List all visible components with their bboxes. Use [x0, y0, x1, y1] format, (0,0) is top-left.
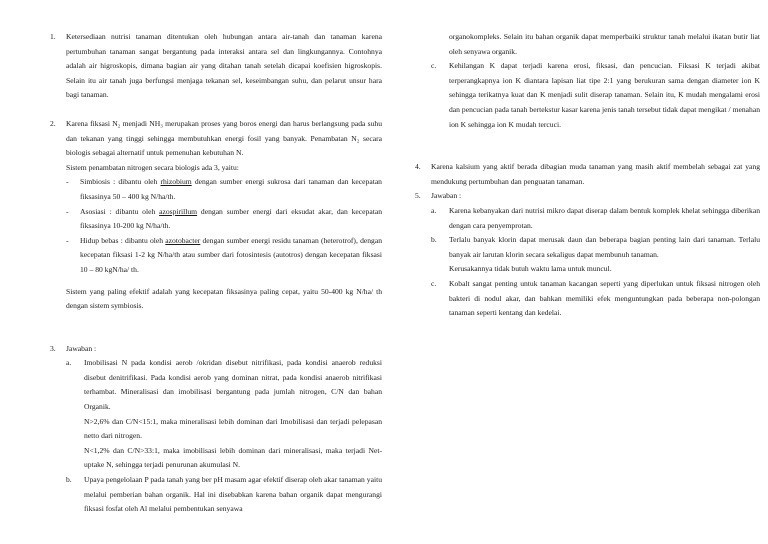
sub-letter: b. — [431, 235, 437, 245]
sub-answer-b-line-1: Terlalu banyak klorin dapat merusak daun dan beberapa bagian penting lain dari tanaman. Terlalu banyak air larutan klorin secara sekaligus dapat membunuh tanaman. — [449, 235, 760, 259]
dash-item-simbiosis — [66, 175, 382, 204]
dash-text-pre: Simbiosis : dibantu oleh — [80, 177, 161, 187]
sub-letter: a. — [66, 358, 72, 368]
sub-letter: c. — [431, 61, 437, 71]
dash-text-post: dengan sumber energi sukrosa dari tanaman dan kecepatan fiksasinya 50 – 400 kg N/ha/th. — [80, 177, 382, 201]
sub-answer-a-line-2: N>2,6% dan C/N<15:1, maka mineralisasi lebih dominan dari Imobilisasi dan terjadi pelepasan netto dari nitrogen. — [84, 416, 382, 441]
dash-text-pre: Hidup bebas : dibantu oleh — [80, 235, 166, 245]
item-number: 2. — [50, 118, 56, 128]
sub-answer-c-text: Kobalt sangat penting untuk tanaman kacangan seperti yang diperlukan untuk fiksasi nitrogen oleh bakteri di nodul akar, dan bahkan memiliki efek menguntungkan pada beberapa non-polongan tanaman seperti kentang dan kedelai. — [449, 278, 760, 318]
organism-name: azotobacter — [165, 235, 201, 245]
sub-letter: a. — [431, 205, 437, 215]
dash-marker: - — [66, 235, 69, 245]
dash-marker: - — [66, 206, 69, 216]
continued-text — [415, 30, 760, 59]
dash-text-pre: Asosiasi : dibantu oleh — [80, 206, 160, 216]
sub-answer-a-line-3: N<1,2% dan C/N>33:1, maka imobilisasi lebih dominan dari mineralisasi, maka terjadi Net- uptake N, sehingga terjadi penurunan akumulasi N. — [84, 445, 382, 470]
sub-answer-b-text: Upaya pengelolaan P pada tanah yang ber pH masam agar efektif diserap oleh akar tanaman yaitu melalui pemberian bahan organik. Hal ini disebabkan karena bahan organik dapat mengurangi fiksasi fosfat oleh Al melalui pembentukan senyawa — [84, 475, 382, 514]
sub-letter: b. — [66, 475, 72, 485]
answer-heading: Jawaban : — [431, 191, 462, 201]
answer-4-text: Karena kalsium yang aktif berada dibagian muda tanaman yang masih aktif membelah sebagai zat yang mendukung pertumbuhan dan penguatan tanaman. — [431, 162, 760, 186]
sub-answer-c — [415, 59, 760, 132]
sub-answer-a — [431, 204, 760, 233]
answer-5 — [415, 189, 760, 320]
answer-2-para-2: Sistem penambatan nitrogen secara biologis ada 3, yaitu: — [66, 162, 239, 172]
sub-answer-b — [431, 233, 760, 277]
answer-4 — [415, 160, 760, 189]
answer-2-para-3: Sistem yang paling efektif adalah yang kecepatan fiksasinya paling cepat, yaitu 50-400 kg N/ha/ th dengan sistem symbiosis. — [66, 286, 382, 311]
dash-text-post: dengan sumber energi residu tanaman (heterotrof), dengan kecepatan fiksasi 1-2 kg N/ha/th atau sumber dari fotosintesis (autotros) dengan kecepatan fiksasi 10 – 80 kgN/ha/ th. — [80, 235, 382, 274]
answer-2-para-1: Karena fiksasi N₂ menjadi NH₃ merupakan proses yang boros energi dan harus berlangsung pada suhu dan tekanan yang tinggi sehingga membutuhkan energi fosil yang banyak. Penambatan N₂ secara biologis sebagai alternatif untuk pemenuhan kebutuhan N. — [66, 118, 382, 158]
answer-3 — [50, 342, 382, 517]
sub-letter: c. — [431, 278, 437, 288]
left-column — [50, 30, 382, 517]
answer-2 — [50, 117, 382, 314]
answer-heading: Jawaban : — [66, 343, 97, 353]
answer-1 — [50, 30, 382, 103]
right-column — [415, 30, 760, 321]
continued-paragraph: organokompleks. Selain itu bahan organik dapat memperbaiki struktur tanah melalui ikatan butir liat oleh senyawa organik. — [449, 32, 760, 56]
sub-answer-b — [66, 473, 382, 517]
sub-answer-a-line-1: Imobilisasi N pada kondisi aerob /okridan disebut nitrifikasi, pada kondisi anaerob reduksi disebut denitrifikasi. Pada kondisi aerob yang dominan nitrat, pada kondisi anaerob nitrifikasi terhambat. Mineralisasi dan imobilisasi bergantung pada jumlah nitrogen, C/N dan bahan Organik. — [84, 358, 382, 412]
sub-answer-a-text: Karena kebanyakan dari nutrisi mikro dapat diserap dalam bentuk komplek khelat sehingga diberikan dengan cara penyemprotan. — [449, 205, 760, 230]
item-number: 1. — [50, 32, 56, 41]
item-number: 5. — [415, 191, 421, 201]
dash-text-post: dengan sumber energi dari eksudat akar, dan kecepatan fiksasinya 10-200 kg N/ha/th. — [80, 206, 382, 231]
organism-name: azospirillum — [159, 206, 198, 216]
answer-1-text: Ketersediaan nutrisi tanaman ditentukan oleh hubungan antara air-tanah dan tanaman karena pertumbuhan tanaman sangat bergantung pada interaksi antara sel dan lingkungannya. Contohnya adalah air higroskopis, dimana bagian air yang ditahan tanah setelah dicapai koefisien higroskopis. Selain itu air tanah juga berfungsi menjaga tekanan sel, keseimbangan suhu, dan pelarut unsur hara bagi tanaman. — [66, 32, 382, 100]
organism-name: rhizobium — [160, 177, 192, 187]
item-number: 3. — [50, 343, 56, 353]
dash-marker: - — [66, 177, 69, 187]
sub-answer-a — [66, 356, 382, 473]
sub-answer-c — [431, 277, 760, 321]
sub-answer-b-line-2: Kerusakannya tidak butuh waktu lama untuk muncul. — [449, 264, 612, 274]
dash-item-asosiasi — [66, 205, 382, 234]
sub-answer-c-text: Kehilangan K dapat terjadi karena erosi, fiksasi, dan pencucian. Fiksasi K terjadi akibat terperangkapnya ion K diantara lapisan liat tipe 2:1 yang berukuran sama dengan diameter ion K sehingga terikatnya kuat dan K menjadi sulit diserap tanaman. Selain itu, K mudah mengalami erosi dan pencucian pada tanah bertekstur kasar karena jenis tanah tersebut tidak dapat mengikat / menahan ion K sehingga ion K mudah tercuci. — [449, 61, 760, 129]
dash-item-hidup-bebas — [66, 234, 382, 278]
item-number: 4. — [415, 162, 421, 172]
